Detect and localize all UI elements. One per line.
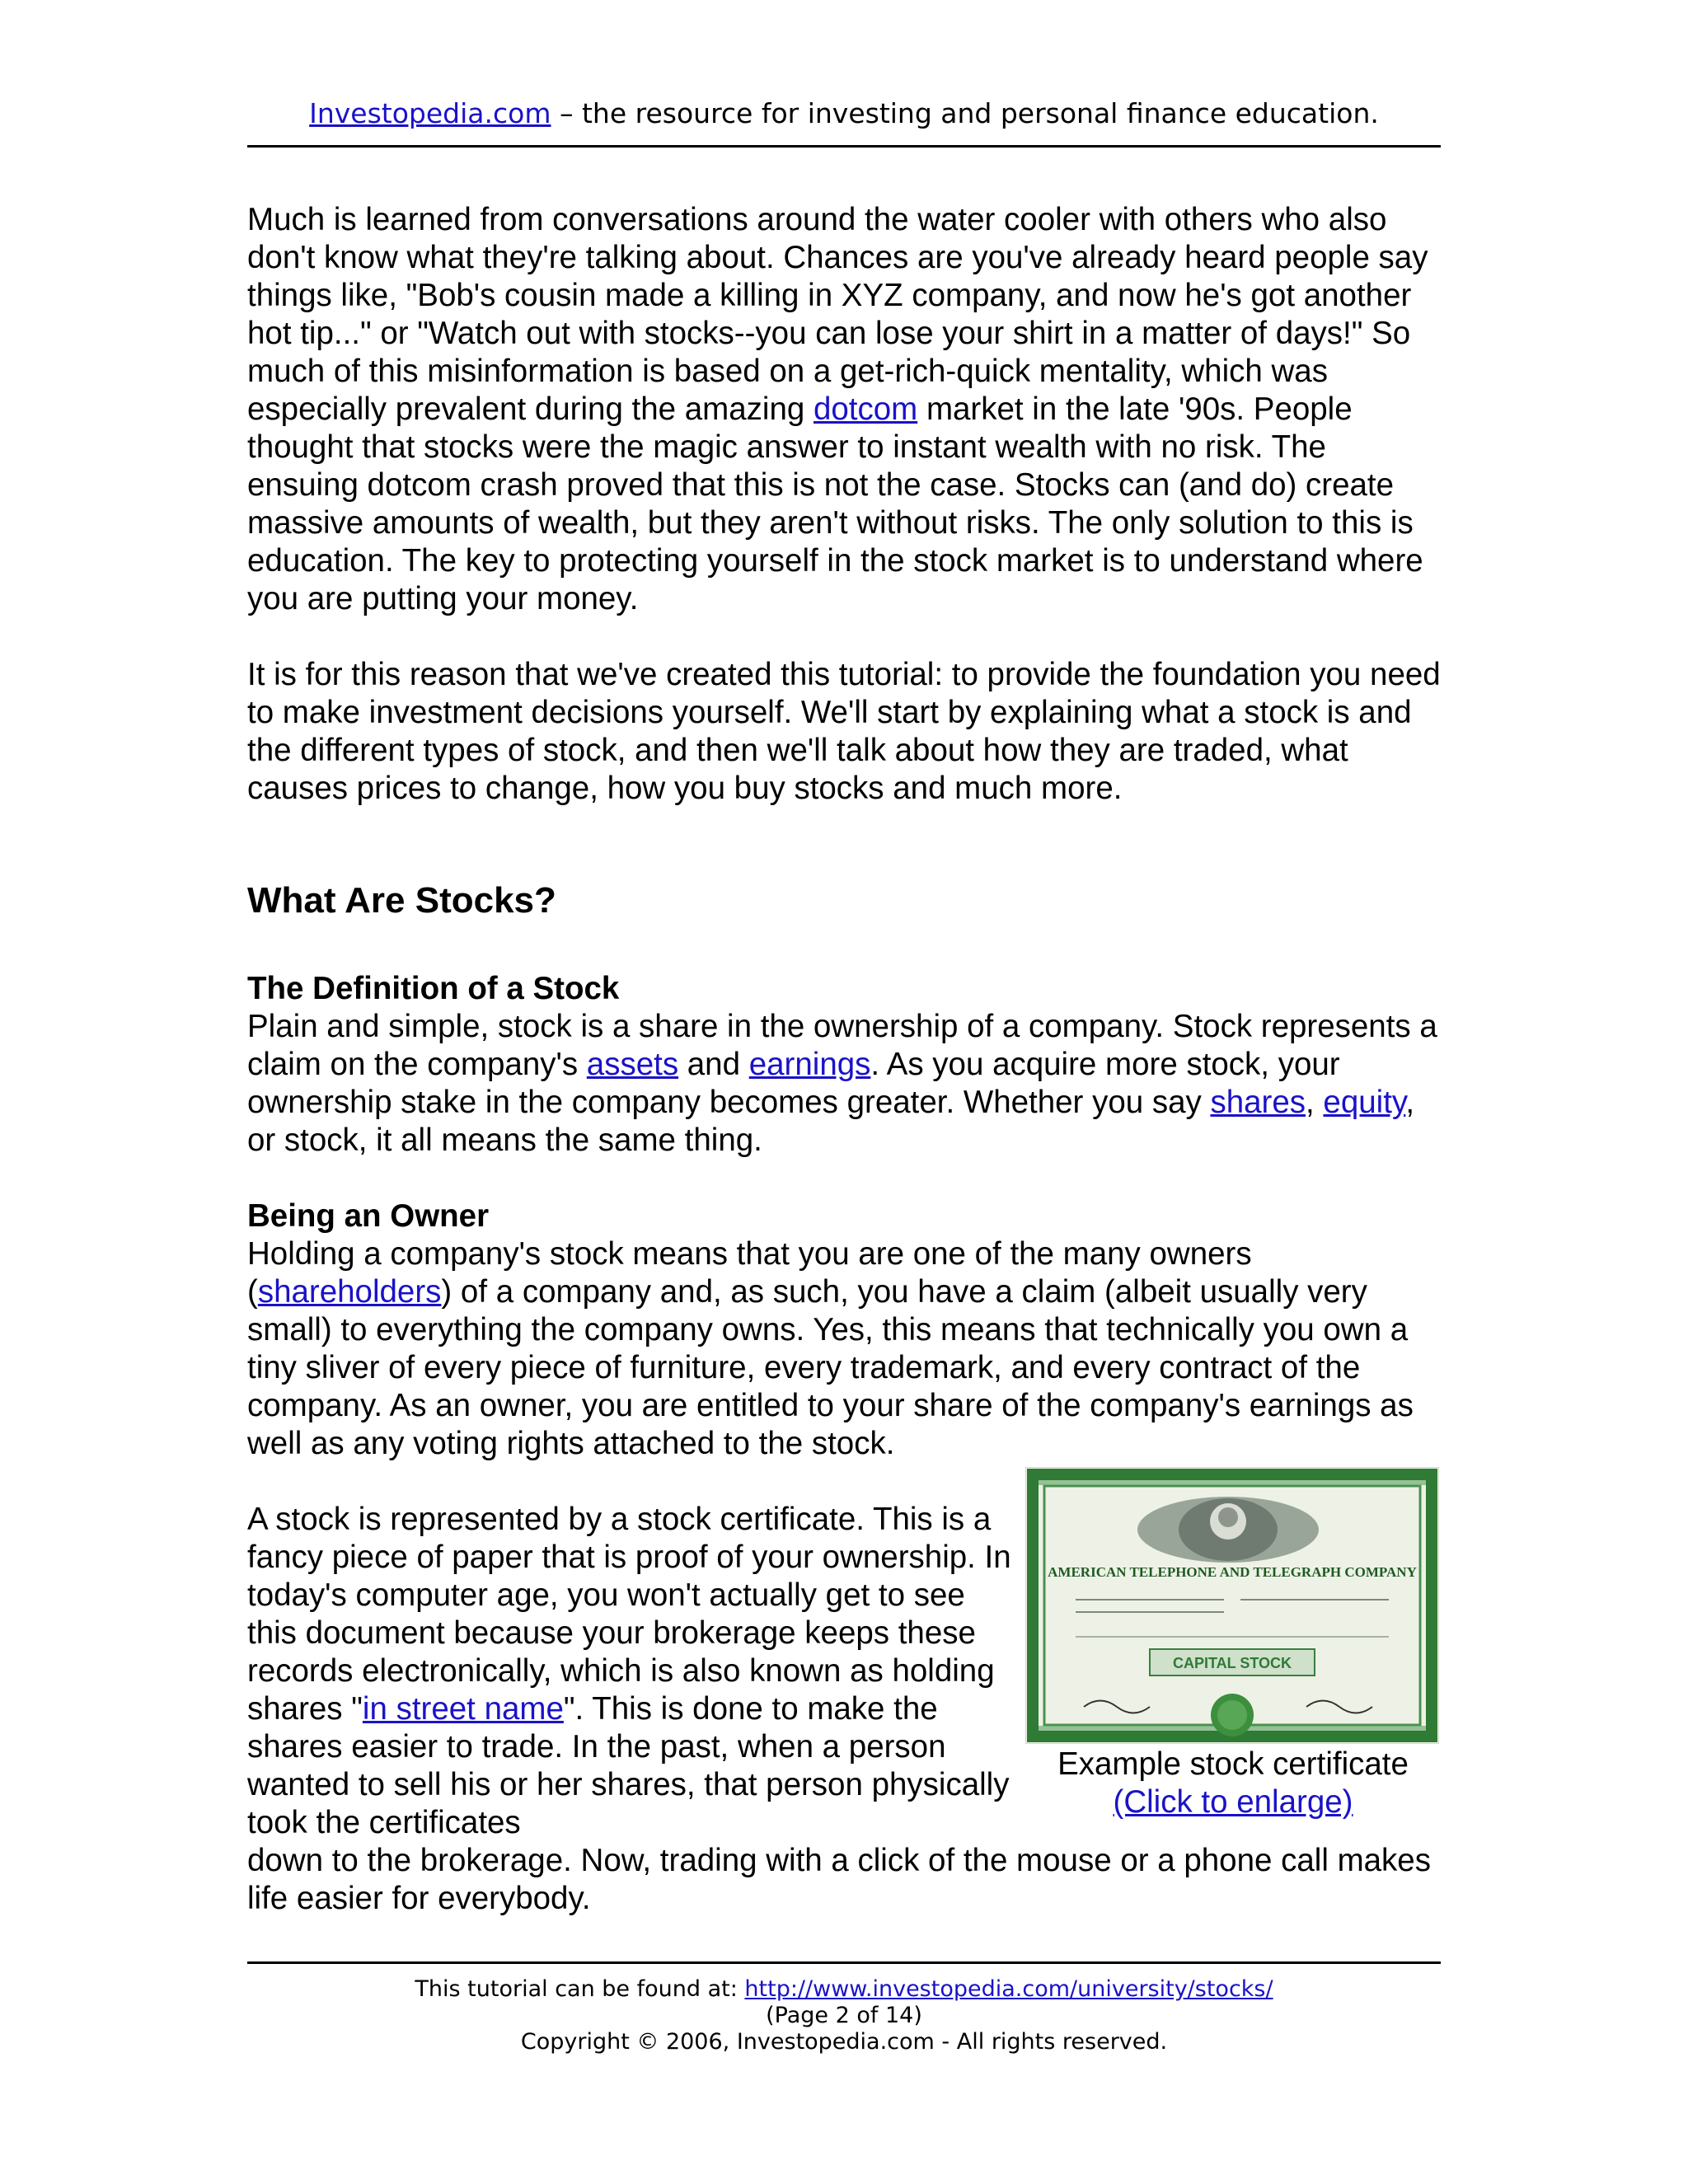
definition-section xyxy=(247,970,1444,1160)
figure-caption xyxy=(1025,1746,1441,1821)
certificate-text-1: A stock is represented by a stock certificate. This is a fancy piece of paper that is proof of your ownership. In today's computer age, you won't actually get to see this document because your brokerage keeps these records electronically, which is also known as holding shares " xyxy=(247,1502,1011,1727)
page-header xyxy=(247,97,1441,129)
definition-text-4: , xyxy=(1306,1085,1324,1120)
definition-paragraph xyxy=(247,1008,1444,1160)
stock-certificate-image[interactable] xyxy=(1025,1467,1439,1744)
page-footer xyxy=(247,1976,1441,2055)
owner-text-1: Holding a company's stock means that you are one of the many owners ( xyxy=(247,1236,1252,1310)
dotcom-link[interactable]: dotcom xyxy=(813,391,918,427)
definition-text-3: . As you acquire more stock, your ownership stake in the company becomes greater. Whether you say xyxy=(247,1047,1340,1120)
tutorial-url-link[interactable]: http://www.investopedia.com/university/stocks/ xyxy=(744,1976,1273,2002)
earnings-link[interactable]: earnings xyxy=(748,1047,871,1082)
definition-text-1: Plain and simple, stock is a share in the ownership of a company. Stock represents a claim on the company's xyxy=(247,1009,1437,1082)
footer-rule xyxy=(247,1961,1441,1964)
assets-link[interactable]: assets xyxy=(586,1047,679,1082)
tutorial-purpose-paragraph: It is for this reason that we've created this tutorial: to provide the foundation you need to make investment decisions yourself. We'll start by explaining what a stock is and the different types of stock, and then we'll talk about how they are traded, what causes prices to change, how you buy stocks and much more. xyxy=(247,657,1441,806)
shares-link[interactable]: shares xyxy=(1210,1085,1306,1120)
figure-caption-text: Example stock certificate xyxy=(1057,1746,1409,1782)
certificate-text-2: ". This is done to make the shares easier to trade. In the past, when a person wanted to sell his or her shares, that person physically took the certificates xyxy=(247,1691,1010,1840)
certificate-illustration xyxy=(1026,1468,1438,1743)
header-rule xyxy=(247,145,1441,148)
certificate-stamp-text: CAPITAL STOCK xyxy=(1172,1655,1292,1671)
section-title: What Are Stocks? xyxy=(247,880,556,921)
definition-text-5: , or stock, it all means the same thing. xyxy=(247,1085,1415,1158)
certificate-paragraph-continued: down to the brokerage. Now, trading with a click of the mouse or a phone call makes life easier for everybody. xyxy=(247,1843,1431,1916)
header-tagline: – the resource for investing and personal finance education. xyxy=(559,97,1379,129)
equity-link[interactable]: equity xyxy=(1323,1085,1406,1120)
copyright: Copyright © 2006, Investopedia.com - All rights reserved. xyxy=(520,2029,1168,2055)
owner-heading: Being an Owner xyxy=(247,1198,490,1234)
definition-heading: The Definition of a Stock xyxy=(247,971,620,1006)
owner-section xyxy=(247,1197,1444,1463)
definition-text-2: and xyxy=(678,1047,749,1082)
intro-paragraph xyxy=(247,201,1444,618)
owner-text-2: ) of a company and, as such, you have a claim (albeit usually very small) to everything the company owns. Yes, this means that technically you own a tiny sliver of every piece of furniture, every trademark, and every contract of the company. As an owner, you are entitled to your share of the company's earnings as well as any voting rights attached to the stock. xyxy=(247,1274,1414,1461)
intro-text-2: market in the late '90s. People thought that stocks were the magic answer to instant wealth with no risk. The ensuing dotcom crash proved that this is not the case. Stocks can (and do) create massive amounts of wealth, but they aren't without risks. The only solution to this is education. The key to protecting yourself in the stock market is to understand where you are putting your money. xyxy=(247,391,1423,616)
stock-certificate-figure xyxy=(1025,1467,1441,1821)
page-number: (Page 2 of 14) xyxy=(766,2003,922,2028)
owner-paragraph xyxy=(247,1235,1444,1463)
footer-prefix: This tutorial can be found at: xyxy=(415,1976,745,2002)
shareholders-link[interactable]: shareholders xyxy=(257,1274,442,1310)
street-name-link[interactable]: in street name xyxy=(362,1691,564,1727)
click-to-enlarge-link[interactable]: (Click to enlarge) xyxy=(1113,1784,1353,1820)
investopedia-home-link[interactable]: Investopedia.com xyxy=(309,97,551,129)
certificate-company-name: AMERICAN TELEPHONE AND TELEGRAPH COMPANY xyxy=(1048,1564,1417,1580)
footer-url-line xyxy=(247,1976,1441,2003)
certificate-paragraph xyxy=(247,1501,1022,1842)
intro-text-1: Much is learned from conversations around the water cooler with others who also don't know what they're talking about. Chances are you've already heard people say things like, "Bob's cousin made a killing in XYZ company, and now he's got another hot tip..." or "Watch out with stocks--you can lose your shirt in a matter of days!" So much of this misinformation is based on a get-rich-quick mentality, which was especially prevalent during the amazing xyxy=(247,202,1428,427)
